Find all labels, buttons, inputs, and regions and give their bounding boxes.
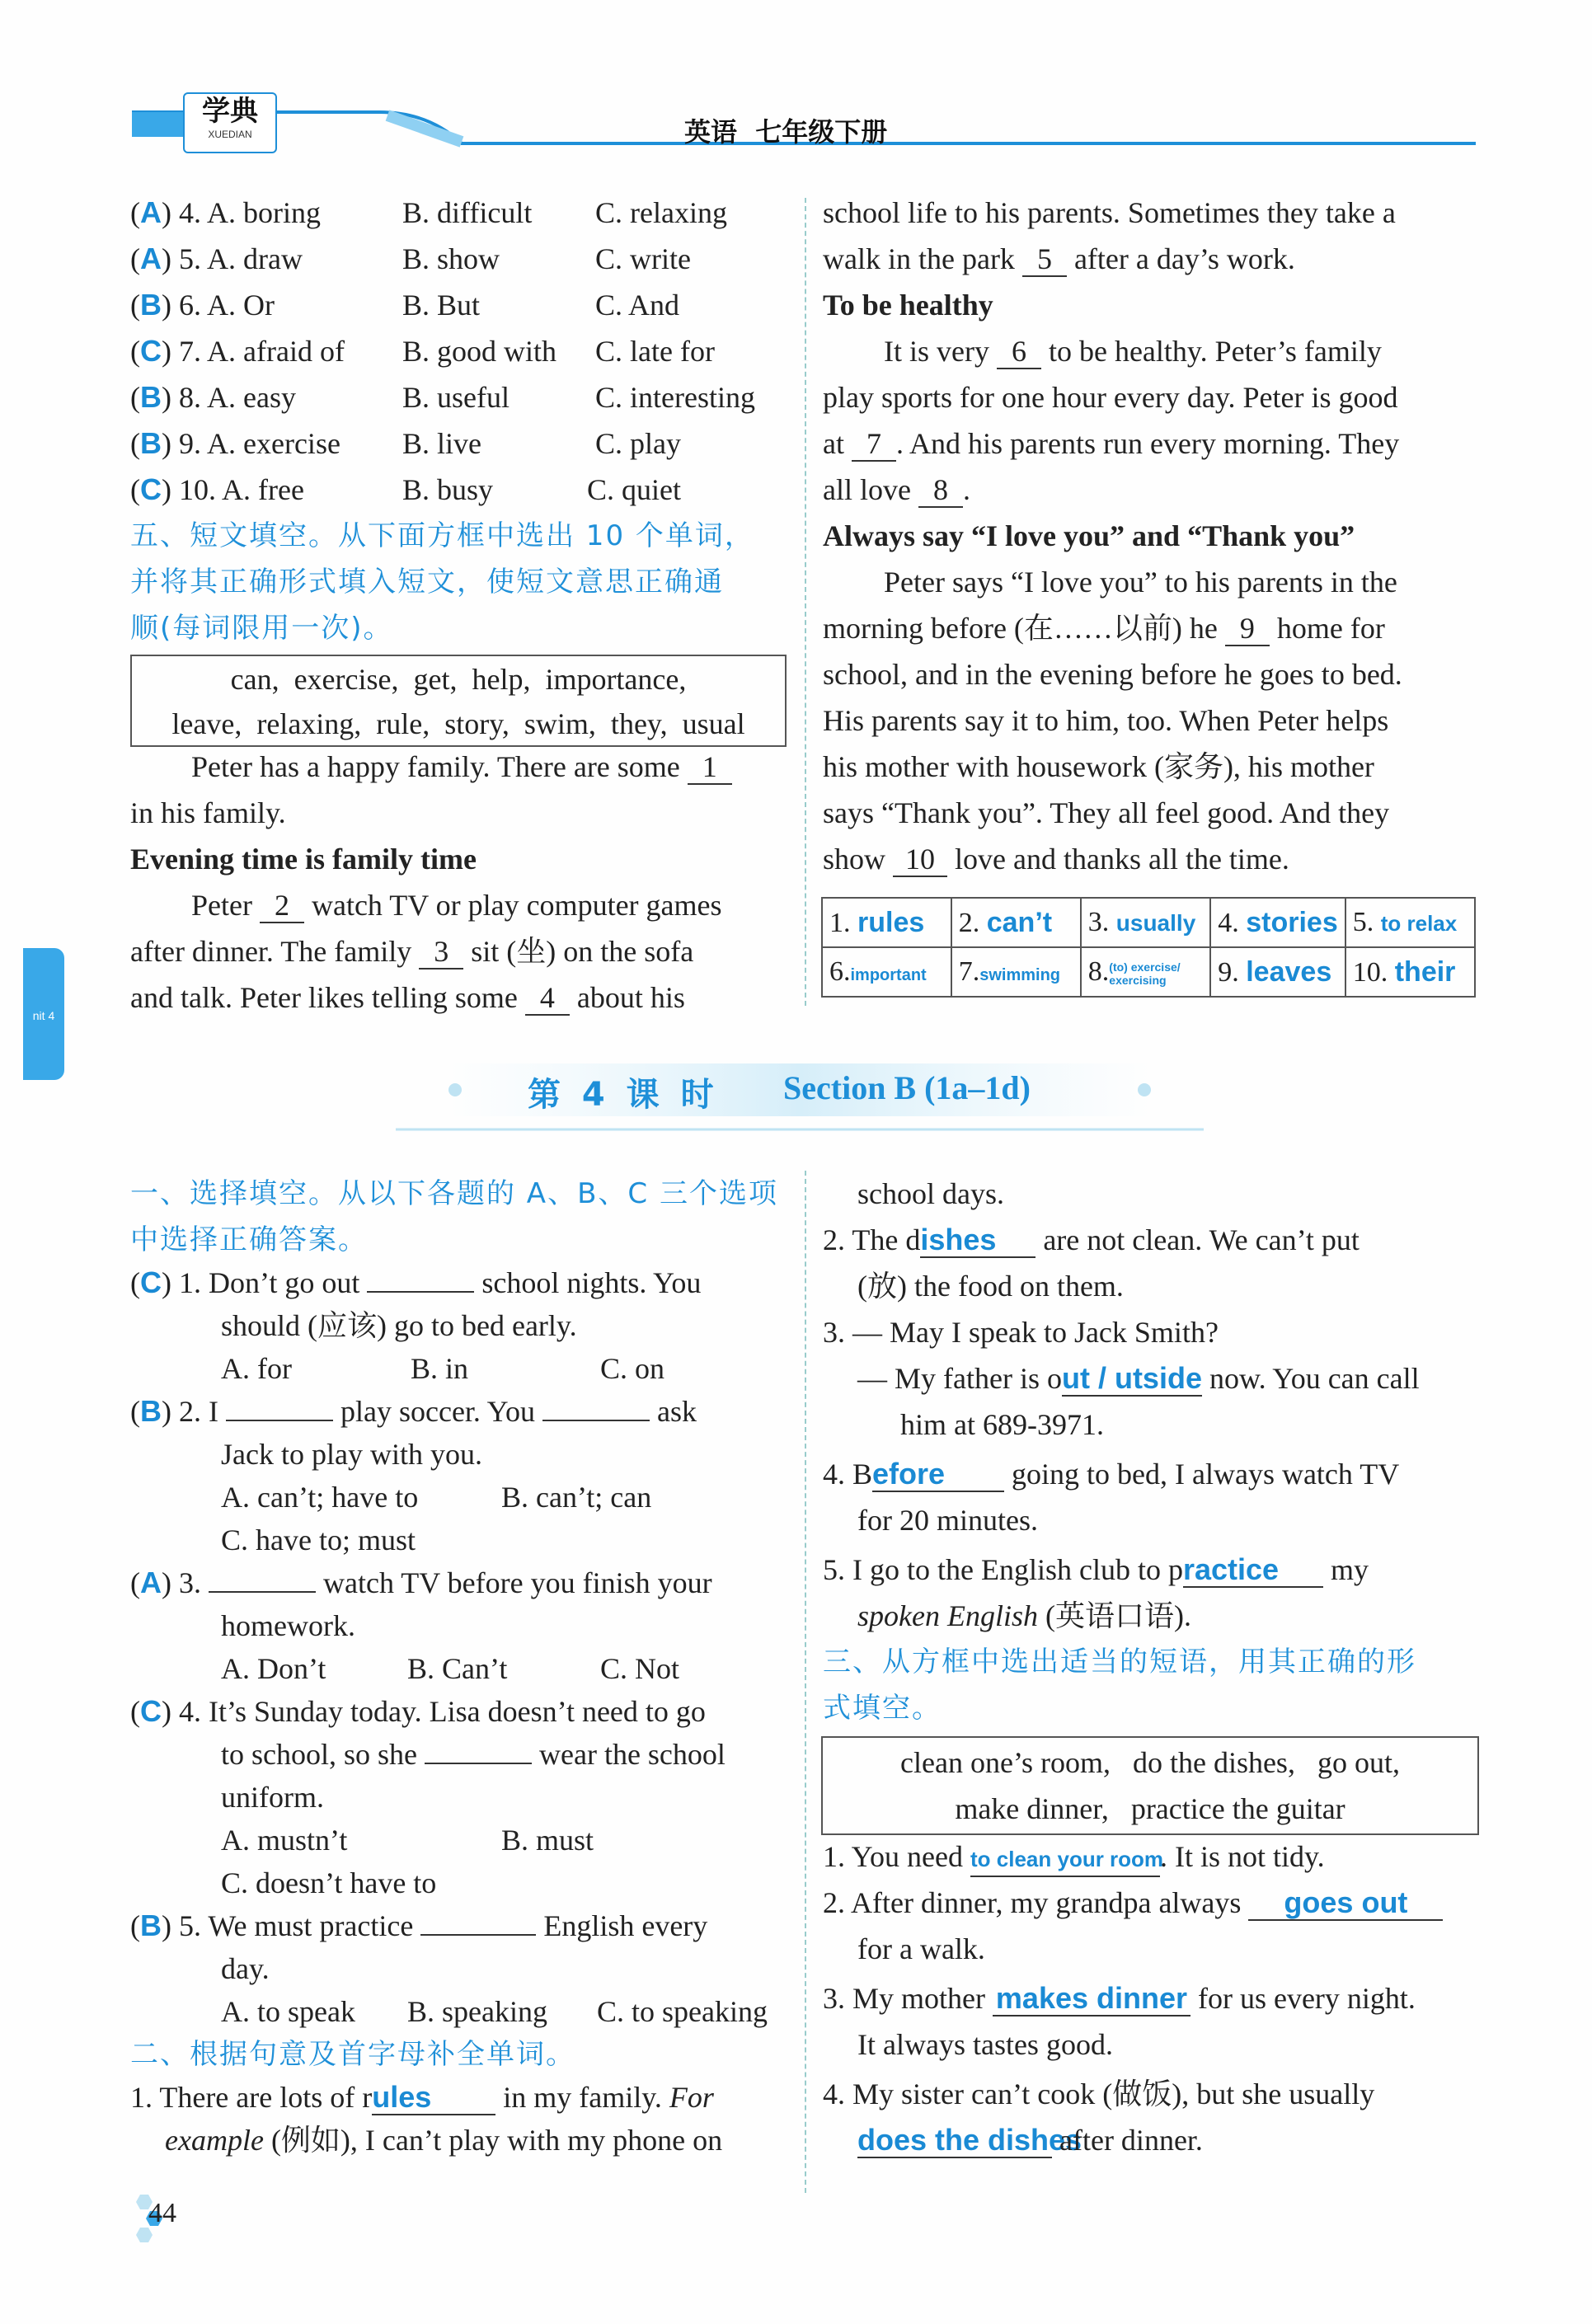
passage-line: all love 8 . xyxy=(823,473,970,506)
option-b: B. speaking xyxy=(407,1995,547,2028)
table-row xyxy=(822,947,1475,997)
section2-title: 二、根据句意及首字母补全单词。 xyxy=(130,2038,575,2071)
phrase-item-3: 3. My mother makes dinner for us every night. xyxy=(823,1981,1416,2015)
question-line: should (应该) go to bed early. xyxy=(221,1309,577,1342)
logo-cn: 学典 xyxy=(202,95,258,128)
passage-heading: To be healthy xyxy=(823,289,993,322)
passage-line: his mother with housework (家务), his mother xyxy=(823,750,1374,783)
passage-line: Peter has a happy family. There are some 1 xyxy=(191,745,732,788)
phrase-box-line1: clean one’s room, do the dishes, go out, xyxy=(900,1746,1400,1779)
section1-title-line1: 一、选择填空。从以下各题的 A、B、C 三个选项 xyxy=(130,1177,778,1210)
passage-line: play sports for one hour every day. Peter is good xyxy=(823,381,1398,414)
section5-title-line1: 五、短文填空。从下面方框中选出 10 个单词， xyxy=(130,519,754,552)
option-c: C. on xyxy=(600,1352,665,1385)
word-box-line1: can, exercise, get, help, importance, xyxy=(230,663,687,696)
section3-phrase-box xyxy=(821,1736,1479,1835)
passage-line: and talk. Peter likes telling some 4 about his xyxy=(130,981,685,1014)
option-b: B. can’t; can xyxy=(501,1481,652,1514)
logo xyxy=(183,92,277,153)
phrase-item-4: 4. My sister can’t cook (做饭), but she usually xyxy=(823,2078,1375,2110)
fill-item-line: — My father is out / utside now. You can call xyxy=(857,1361,1420,1395)
mc-option-c: C. interesting xyxy=(595,381,755,414)
fill-item-line: for 20 minutes. xyxy=(857,1504,1038,1537)
passage-line: school, and in the evening before he goes to bed. xyxy=(823,658,1402,691)
side-tab-label: nit 4 xyxy=(32,1009,55,1022)
passage-line: walk in the park 5 after a day’s work. xyxy=(823,242,1295,275)
fill-item-line: (放) the food on them. xyxy=(857,1270,1124,1303)
table-row xyxy=(822,898,1475,947)
mc-option-b: B. live xyxy=(402,427,481,460)
answer-table xyxy=(821,897,1476,998)
mc-item: (C) 10. A. free xyxy=(130,472,304,506)
mc-option-c: C. And xyxy=(595,289,680,322)
passage-line: show 10 love and thanks all the time. xyxy=(823,843,1289,876)
option-a: A. can’t; have to xyxy=(221,1481,419,1514)
mc-option-b: B. But xyxy=(402,289,481,322)
unit-side-tab xyxy=(23,948,64,1080)
table-cell: 8.(to) exercise/ exercising xyxy=(1081,947,1210,997)
passage-line: His parents say it to him, too. When Peter helps xyxy=(823,704,1389,737)
lesson-title-en: Section B (1a–1d) xyxy=(783,1069,1031,1106)
question-line: Jack to play with you. xyxy=(221,1438,482,1471)
mc-item: (A) 5. A. draw xyxy=(130,242,303,275)
mc-option-b: B. useful xyxy=(402,381,510,414)
fill-item-line: spoken English (英语口语). xyxy=(857,1599,1191,1632)
option-a: A. mustn’t xyxy=(221,1824,348,1857)
table-cell: 6.important xyxy=(822,947,951,997)
phrase-item-1: 1. You need to clean your room. It is not tidy. xyxy=(823,1835,1325,1878)
passage-line: after dinner. The family 3 sit (坐) on the sofa xyxy=(130,935,694,968)
mc-option-c: C. late for xyxy=(595,335,715,368)
phrase-item-line: for a walk. xyxy=(857,1932,985,1965)
table-cell: 7.swimming xyxy=(951,947,1081,997)
table-cell: 10. their xyxy=(1345,947,1475,997)
option-a: A. to speak xyxy=(221,1995,355,2028)
passage-line: in his family. xyxy=(130,796,286,829)
option-a: A. for xyxy=(221,1352,292,1385)
section1-title-line2: 中选择正确答案。 xyxy=(130,1223,368,1256)
column-divider-top xyxy=(805,198,806,1006)
mc-option-c: C. relaxing xyxy=(595,196,727,229)
table-cell: 5. to relax xyxy=(1345,898,1475,947)
option-c: C. doesn’t have to xyxy=(221,1866,437,1899)
page-number: 44 xyxy=(148,2198,176,2228)
phrase-item-line: does the dishes after dinner. xyxy=(857,2123,1203,2157)
option-c: C. Not xyxy=(600,1652,680,1685)
option-b: B. Can’t xyxy=(407,1652,508,1685)
mc-item: (B) 9. A. exercise xyxy=(130,426,340,460)
passage-line: It is very 6 to be healthy. Peter’s family xyxy=(884,335,1382,368)
question-3: (A) 3. watch TV before you finish your xyxy=(130,1566,712,1599)
mc-option-c: C. write xyxy=(595,242,691,275)
question-4: (C) 4. It’s Sunday today. Lisa doesn’t need to go xyxy=(130,1694,706,1728)
mc-item: (C) 7. A. afraid of xyxy=(130,334,345,368)
fill-item-line: school days. xyxy=(857,1177,1004,1210)
phrase-item-line: It always tastes good. xyxy=(857,2028,1113,2061)
question-line: uniform. xyxy=(221,1781,324,1814)
question-5: (B) 5. We must practice English every xyxy=(130,1908,708,1942)
question-line: homework. xyxy=(221,1609,355,1642)
passage-heading: Always say “I love you” and “Thank you” xyxy=(823,519,1355,552)
option-b: B. in xyxy=(411,1352,469,1385)
passage-line: at 7 . And his parents run every morning. They xyxy=(823,427,1400,460)
option-c: C. to speaking xyxy=(597,1995,768,2028)
section5-title-line2: 并将其正确形式填入短文，使短文意思正确通 xyxy=(130,566,724,599)
passage-heading: Evening time is family time xyxy=(130,843,477,876)
lesson-title-cn: 第 4 课 时 xyxy=(528,1076,719,1114)
fill-item-3: 3. — May I speak to Jack Smith? xyxy=(823,1316,1219,1349)
table-cell: 3. usually xyxy=(1081,898,1210,947)
question-line: to school, so she wear the school xyxy=(221,1738,726,1771)
lesson-banner xyxy=(396,1057,1204,1136)
fill-item-5: 5. I go to the English club to practice my xyxy=(823,1552,1369,1586)
header-subject: 英语 七年级下册 xyxy=(684,116,888,148)
mc-option-b: B. busy xyxy=(402,473,494,506)
fill-item-1: 1. There are lots of rules in my family. For xyxy=(130,2080,714,2114)
passage-line: Peter 2 watch TV or play computer games xyxy=(191,889,722,922)
mc-option-b: B. good with xyxy=(402,335,557,368)
section3-title-line2: 式填空。 xyxy=(823,1692,942,1725)
fill-item-line: him at 689-3971. xyxy=(900,1408,1104,1441)
fill-item-2: 2. The dishes are not clean. We can’t put xyxy=(823,1223,1360,1256)
fill-item-4: 4. Before going to bed, I always watch TV xyxy=(823,1457,1400,1491)
option-a: A. Don’t xyxy=(221,1652,326,1685)
logo-en: XUEDIAN xyxy=(208,129,252,140)
phrase-item-2: 2. After dinner, my grandpa always goes out xyxy=(823,1881,1443,1924)
question-1: (C) 1. Don’t go out school nights. You xyxy=(130,1265,702,1299)
passage-line: says “Thank you”. They all feel good. And they xyxy=(823,796,1390,829)
mc-item: (B) 6. A. Or xyxy=(130,288,275,322)
section3-title-line1: 三、从方框中选出适当的短语，用其正确的形 xyxy=(823,1646,1416,1678)
fill-item-line: example (例如), I can’t play with my phone on xyxy=(165,2124,723,2157)
mc-item: (B) 8. A. easy xyxy=(130,380,296,414)
table-cell: 9. leaves xyxy=(1210,947,1345,997)
mc-item: (A) 4. A. boring xyxy=(130,195,322,229)
passage-line: school life to his parents. Sometimes they take a xyxy=(823,196,1396,229)
word-box-line2: leave, relaxing, rule, story, swim, they, usual xyxy=(171,707,745,740)
option-b: B. must xyxy=(501,1824,594,1857)
mc-option-c: C. play xyxy=(595,427,681,460)
column-divider-bottom xyxy=(805,1171,806,2193)
passage-line: Peter says “I love you” to his parents in the xyxy=(884,566,1397,599)
passage-line: morning before (在……以前) he 9 home for xyxy=(823,612,1385,645)
mc-option-c: C. quiet xyxy=(587,473,681,506)
mc-option-b: B. show xyxy=(402,242,500,275)
question-2: (B) 2. I play soccer. You ask xyxy=(130,1394,697,1428)
table-cell: 4. stories xyxy=(1210,898,1345,947)
mc-option-b: B. difficult xyxy=(402,196,533,229)
table-cell: 2. can’t xyxy=(951,898,1081,947)
section5-title-line3: 顺(每词限用一次)。 xyxy=(130,612,393,645)
question-line: day. xyxy=(221,1952,270,1985)
section5-word-box xyxy=(130,655,787,747)
table-cell: 1. rules xyxy=(822,898,951,947)
option-c: C. have to; must xyxy=(221,1524,416,1556)
phrase-box-line2: make dinner, practice the guitar xyxy=(955,1792,1345,1825)
